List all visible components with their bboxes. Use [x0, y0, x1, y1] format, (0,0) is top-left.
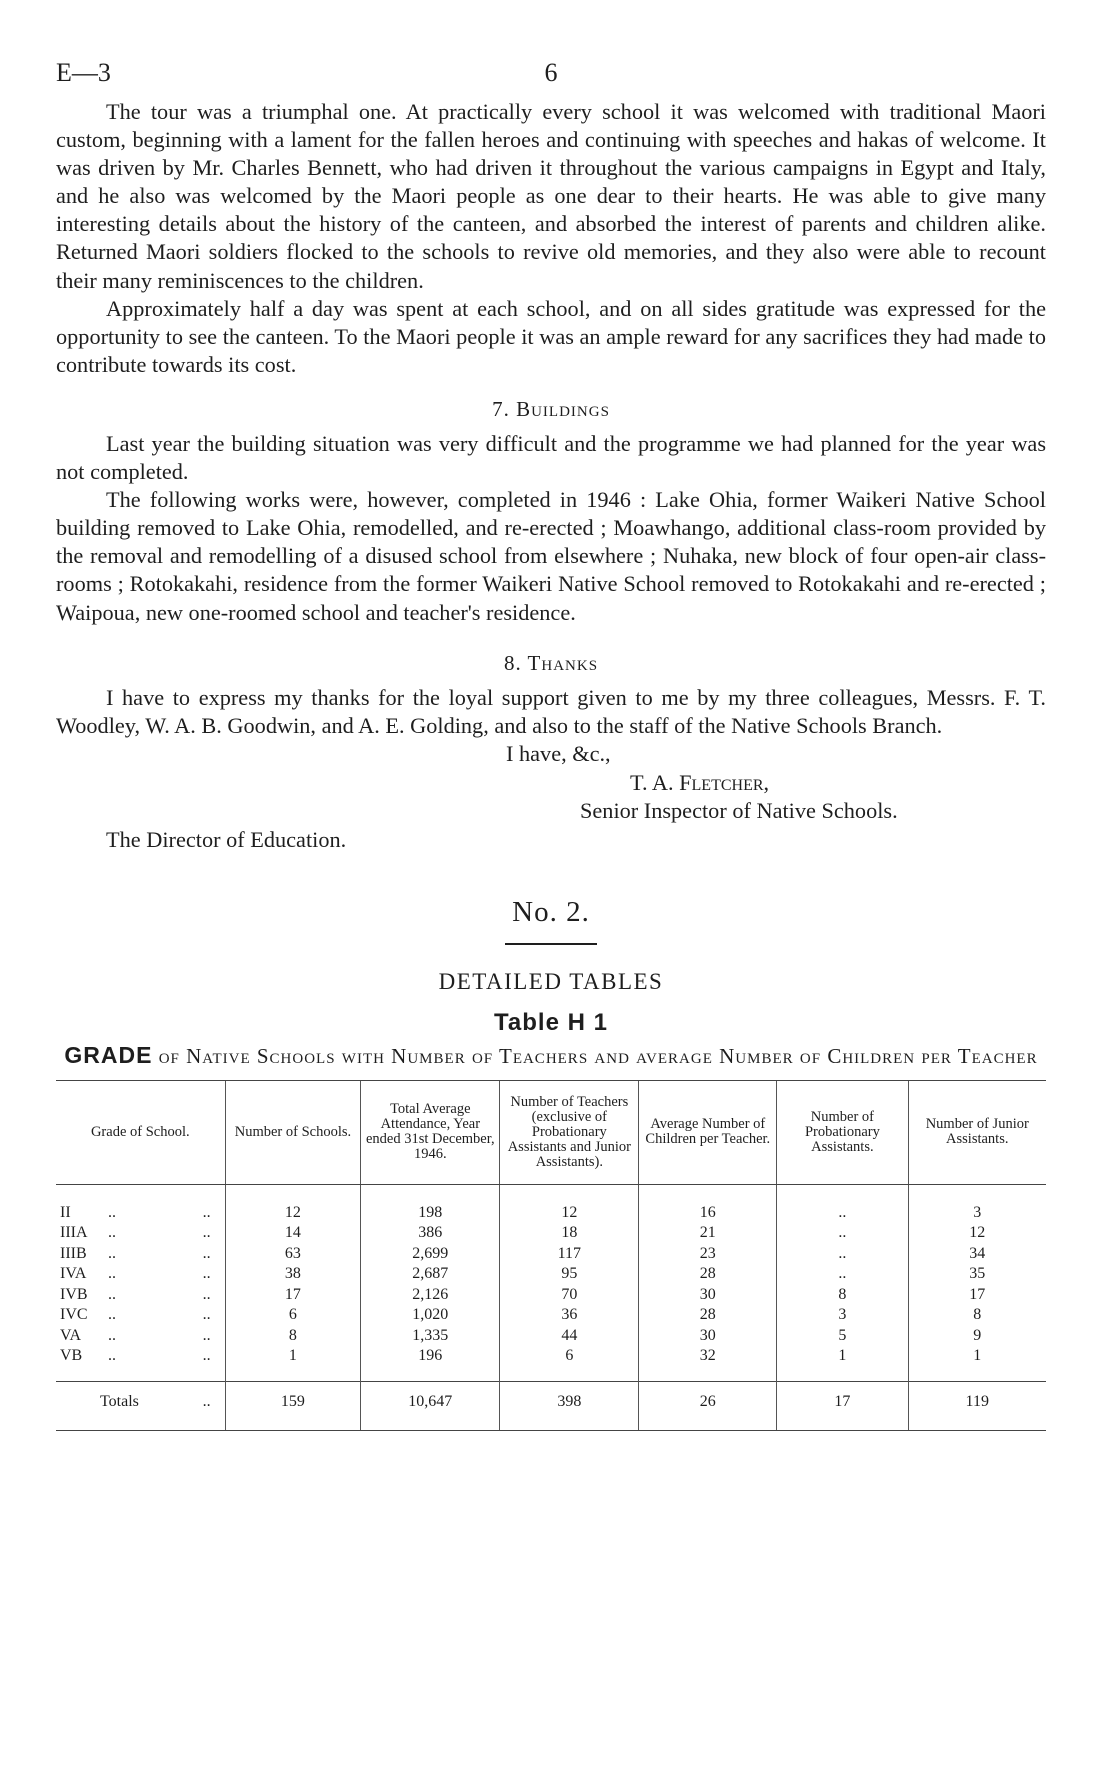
teachers-cell: 70 [500, 1285, 639, 1306]
grade-cell: II .. .. [60, 1203, 211, 1221]
table-row [56, 1346, 1046, 1381]
addressee: The Director of Education. [106, 826, 347, 852]
grade-cell: VA .. .. [60, 1326, 211, 1344]
table-row [56, 1244, 1046, 1265]
page-header [56, 58, 1046, 98]
schools-cell: 14 [225, 1223, 361, 1244]
totals-teachers: 398 [500, 1381, 639, 1430]
attendance-cell: 2,687 [361, 1264, 500, 1285]
grade-cell: IVC .. .. [60, 1306, 211, 1324]
document-page [56, 58, 1046, 1431]
totals-row [56, 1381, 1046, 1430]
totals-schools: 159 [225, 1381, 361, 1430]
junior-cell: 9 [908, 1326, 1046, 1347]
table-title: Table H 1 [494, 1008, 608, 1036]
table-caption [56, 1041, 1046, 1070]
schools-cell: 17 [225, 1285, 361, 1306]
col-header-avg-children: Average Number of Children per Teacher. [639, 1081, 777, 1185]
teachers-cell: 44 [500, 1326, 639, 1347]
probationary-cell: 8 [777, 1285, 908, 1306]
teachers-cell: 117 [500, 1244, 639, 1265]
document-number: No. 2. [512, 895, 590, 928]
avg-children-cell: 28 [639, 1305, 777, 1326]
attendance-cell: 386 [361, 1223, 500, 1244]
page-number: 6 [544, 58, 558, 87]
table-row [56, 1285, 1046, 1306]
table-header-row [56, 1081, 1046, 1185]
table-row [56, 1223, 1046, 1244]
attendance-cell: 1,335 [361, 1326, 500, 1347]
teachers-cell: 36 [500, 1305, 639, 1326]
attendance-cell: 198 [361, 1184, 500, 1223]
schools-cell: 12 [225, 1184, 361, 1223]
intro-paragraph-1: The tour was a triumphal one. At practically every school it was welcomed with traditional Maori custom, beginning with a lament for the fallen heroes and continuing with speeches and hakas of welcome. It was driven by Mr. Charles Bennett, who had driven it throughout the various campaigns in Egypt and Italy, and he also was welcomed by the Maori people as one dear to their hearts. He was able to give many interesting details about the history of the canteen, and absorbed the interest of parents and children alike. Returned Maori soldiers flocked to the schools to revive old memories, and they also were able to recount their many reminiscences to the children. [56, 99, 1046, 293]
table-row [56, 1326, 1046, 1347]
probationary-cell: .. [777, 1264, 908, 1285]
avg-children-cell: 21 [639, 1223, 777, 1244]
junior-cell: 35 [908, 1264, 1046, 1285]
probationary-cell: .. [777, 1184, 908, 1223]
grade-cell: IIIA .. .. [60, 1224, 211, 1242]
table-caption-rest: of Native Schools with Number of Teachers and average Number of Children per Teacher [158, 1043, 1038, 1068]
table-row [56, 1305, 1046, 1326]
teachers-cell: 95 [500, 1264, 639, 1285]
grade-table [56, 1081, 1046, 1431]
grade-table-container [56, 1080, 1046, 1432]
junior-cell: 1 [908, 1346, 1046, 1381]
avg-children-cell: 32 [639, 1346, 777, 1381]
schools-cell: 6 [225, 1305, 361, 1326]
totals-probationary: 17 [777, 1381, 908, 1430]
divider-rule [505, 943, 597, 945]
signoff-role: Senior Inspector of Native Schools. [580, 797, 898, 823]
avg-children-cell: 23 [639, 1244, 777, 1265]
probationary-cell: .. [777, 1223, 908, 1244]
intro-paragraph-2: Approximately half a day was spent at each school, and on all sides gratitude was expressed for the opportunity to see the canteen. To the Maori people it was an ample reward for any sacrifices they had made to contribute towards its cost. [56, 295, 1046, 377]
report-reference: E—3 [56, 58, 111, 87]
attendance-cell: 2,126 [361, 1285, 500, 1306]
probationary-cell: 1 [777, 1346, 908, 1381]
totals-junior: 119 [908, 1381, 1046, 1430]
detailed-tables-heading: DETAILED TABLES [438, 968, 664, 994]
attendance-cell: 1,020 [361, 1305, 500, 1326]
junior-cell: 8 [908, 1305, 1046, 1326]
teachers-cell: 12 [500, 1184, 639, 1223]
grade-cell: IVB .. .. [60, 1285, 211, 1303]
attendance-cell: 196 [361, 1346, 500, 1381]
probationary-cell: 3 [777, 1305, 908, 1326]
grade-cell: VB .. .. [60, 1347, 211, 1365]
schools-cell: 38 [225, 1264, 361, 1285]
signoff-closing: I have, &c., [506, 740, 611, 766]
col-header-teachers: Number of Teachers (exclusive of Probationary Assistants and Junior Assistants). [500, 1081, 639, 1185]
schools-cell: 1 [225, 1346, 361, 1381]
section-8-title: 8. Thanks [503, 650, 599, 675]
avg-children-cell: 30 [639, 1285, 777, 1306]
thanks-paragraph: I have to express my thanks for the loyal support given to me by my three colleagues, Messrs. F. T. Woodley, W. A. B. Goodwin, and A. E. Golding, and also to the staff of the Native Schools Branch. [56, 684, 1046, 738]
junior-cell: 12 [908, 1223, 1046, 1244]
junior-cell: 17 [908, 1285, 1046, 1306]
junior-cell: 3 [908, 1184, 1046, 1223]
table-row [56, 1184, 1046, 1223]
junior-cell: 34 [908, 1244, 1046, 1265]
avg-children-cell: 16 [639, 1184, 777, 1223]
totals-label-cell: Totals .. [56, 1381, 225, 1430]
grade-cell: IVA .. .. [60, 1265, 211, 1283]
probationary-cell: 5 [777, 1326, 908, 1347]
buildings-paragraph-1: Last year the building situation was very difficult and the programme we had planned for the year was not completed. [56, 430, 1046, 485]
teachers-cell: 6 [500, 1346, 639, 1381]
signoff-name: T. A. Fletcher, [630, 769, 770, 795]
totals-avg-children: 26 [639, 1381, 777, 1430]
table-row [56, 1264, 1046, 1285]
col-header-probationary: Number of Probationary Assistants. [777, 1081, 908, 1185]
schools-cell: 63 [225, 1244, 361, 1265]
teachers-cell: 18 [500, 1223, 639, 1244]
grade-cell: IIIB .. .. [60, 1244, 211, 1262]
table-caption-first-word: GRADE [64, 1041, 153, 1068]
avg-children-cell: 30 [639, 1326, 777, 1347]
attendance-cell: 2,699 [361, 1244, 500, 1265]
signoff-block [56, 740, 1046, 856]
section-7-title: 7. Buildings [492, 396, 610, 421]
col-header-junior: Number of Junior Assistants. [908, 1081, 1046, 1185]
col-header-schools: Number of Schools. [225, 1081, 361, 1185]
schools-cell: 8 [225, 1326, 361, 1347]
col-header-grade: Grade of School. [56, 1081, 225, 1185]
probationary-cell: .. [777, 1244, 908, 1265]
col-header-attendance: Total Average Attendance, Year ended 31st December, 1946. [361, 1081, 500, 1185]
buildings-paragraph-2: The following works were, however, completed in 1946 : Lake Ohia, former Waikeri Native School building removed to Lake Ohia, remodelled, and re-erected ; Moawhango, additional class-room provided by the removal and remodelling of a disused school from elsewhere ; Nuhaka, new block of four open-air class-rooms ; Rotokakahi, residence from the former Waikeri Native School removed to Rotokakahi and re-erected ; Waipoua, new one-roomed school and teacher's residence. [56, 487, 1046, 625]
totals-attendance: 10,647 [361, 1381, 500, 1430]
avg-children-cell: 28 [639, 1264, 777, 1285]
